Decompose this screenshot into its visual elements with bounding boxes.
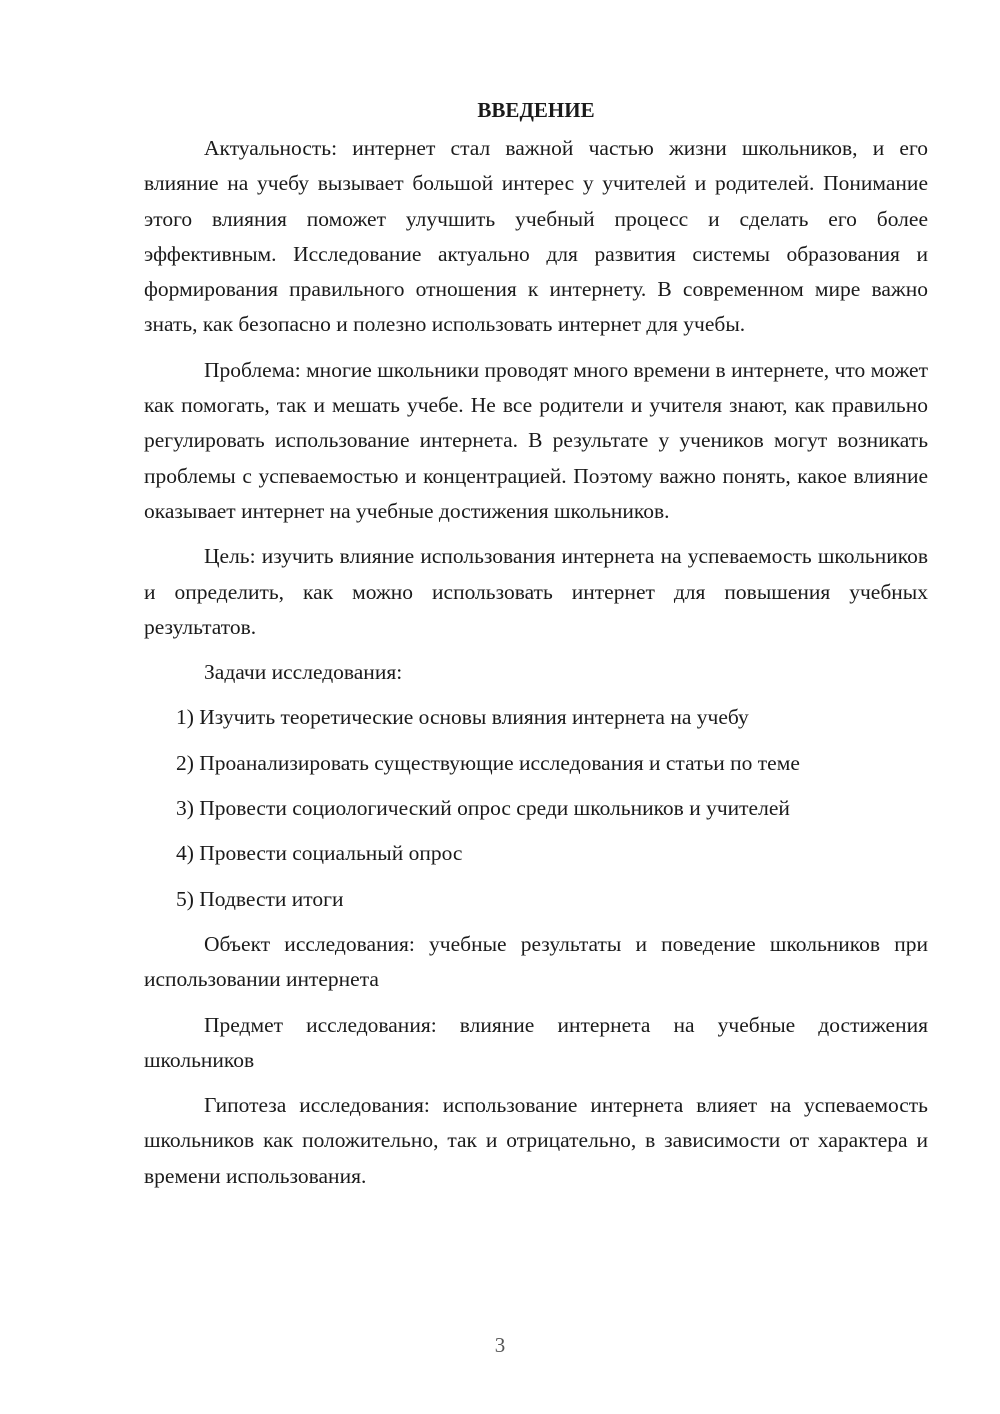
task-item: 2) Проанализировать существующие исследования и статьи по теме [176, 750, 800, 775]
relevance-paragraph: Актуальность: интернет стал важной частью жизни школьников, и его влияние на учебу вызывает большой интерес у учителей и родителей. Понимание этого влияния поможет улучшить учебный процесс и сделать его более эффективным. Исследование актуально для развития системы образования и формирования правильного отношения к интернету. В современном мире важно знать, как безопасно и полезно использовать интернет для учебы. [144, 136, 928, 337]
task-item: 1) Изучить теоретические основы влияния интернета на учебу [176, 705, 749, 730]
tasks-heading: Задачи исследования: [204, 660, 403, 685]
subject-paragraph: Предмет исследования: влияние интернета на учебные достижения школьников [144, 1012, 928, 1072]
object-paragraph: Объект исследования: учебные результаты и поведение школьников при использовании интернета [144, 931, 928, 992]
tasks-list [144, 700, 928, 916]
problem-paragraph: Проблема: многие школьники проводят много времени в интернете, что может как помогать, так и мешать учебе. Не все родители и учителя знают, как правильно регулировать использование интернета. В результате у учеников могут возникать проблемы с успеваемостью и концентрацией. Поэтому важно понять, какое влияние оказывает интернет на учебные достижения школьников. [144, 357, 928, 523]
task-item: 4) Провести социальный опрос [176, 841, 463, 866]
task-item: 3) Провести социологический опрос среди школьников и учителей [176, 796, 790, 821]
hypothesis-paragraph: Гипотеза исследования: использование интернета влияет на успеваемость школьников как положительно, так и отрицательно, в зависимости от характера и времени использования. [144, 1093, 928, 1188]
goal-paragraph: Цель: изучить влияние использования интернета на успеваемость школьников и определить, как можно использовать интернет для повышения учебных результатов. [144, 544, 928, 639]
page-number: 3 [494, 1333, 506, 1357]
document-page [144, 92, 928, 1204]
document-title: ВВЕДЕНИЕ [477, 98, 595, 122]
task-item: 5) Подвести итоги [176, 886, 344, 911]
